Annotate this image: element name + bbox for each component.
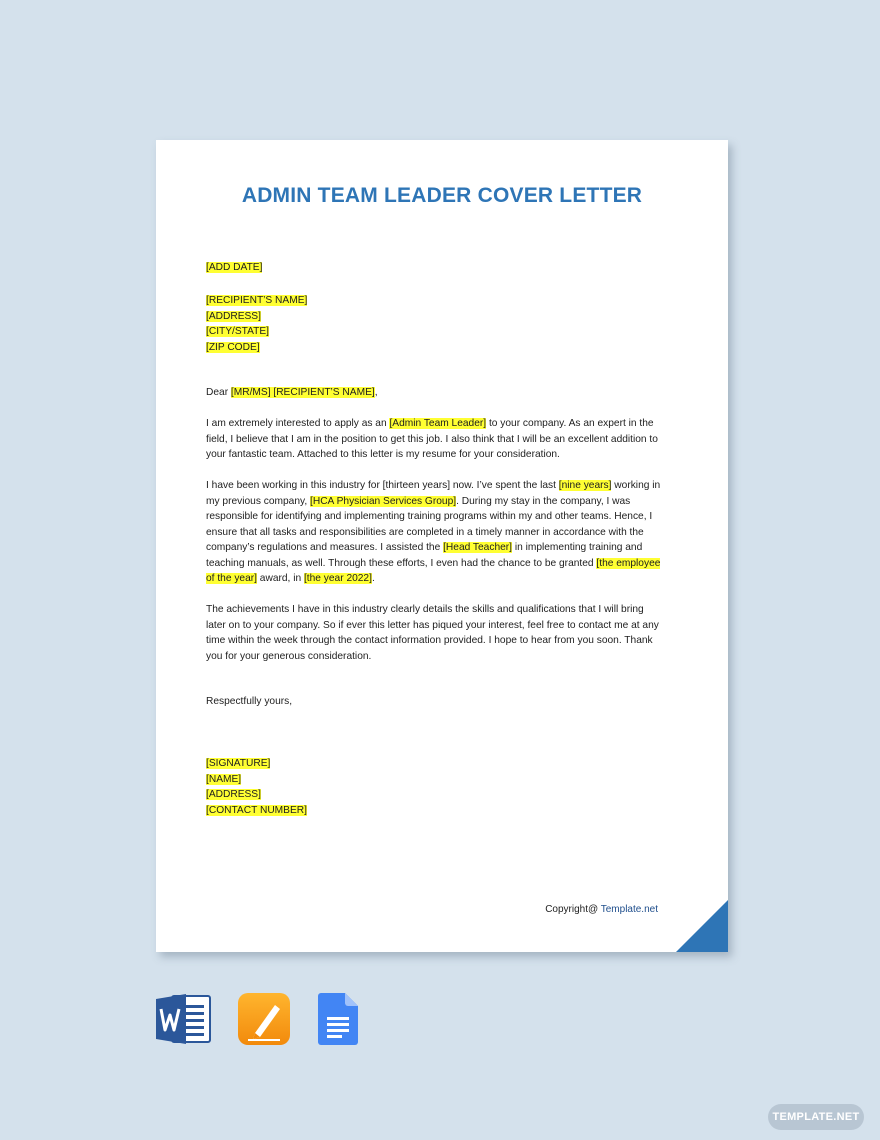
paragraph-2 [206,478,666,587]
salutation-suffix: , [374,387,378,398]
corner-triangle [676,900,728,952]
salutation [206,385,666,401]
paragraph-2-text: I have been working in this industry for [thirteen years] now. I’ve spent the last [206,480,559,491]
supervisor-placeholder: [Head Teacher] [443,542,512,553]
template-net-badge[interactable]: TEMPLATE.NET [768,1104,864,1130]
document-title: ADMIN TEAM LEADER COVER LETTER [241,184,643,207]
paragraph-3: The achievements I have in this industry clearly details the skills and qualifications that I will bring later on to your company. So if ever this letter has piqued your interest, feel free to contact me at any time within the week through the contact information provided. I hope to hear from you soon. Thank you for your generous consideration. [206,604,659,662]
closing-text: Respectfully yours, [206,696,293,707]
paragraph-1 [206,416,666,463]
company-placeholder: [HCA Physician Services Group] [310,495,457,507]
signature-block [206,756,666,818]
recipient-name-placeholder: [RECIPIENT’S NAME] [206,295,308,306]
recipient-address-placeholder: [ADDRESS] [206,310,261,322]
copyright-prefix: Copyright@ [545,904,601,915]
paragraph-2-text: in implementing training and teaching manuals, as well. Through these efforts, I even had the chance to be granted [206,542,643,569]
position-placeholder: [Admin Team Leader] [389,418,487,429]
paragraph-2-text: . During my stay in the company, I was responsible for identifying and implementing training programs within my and other teams. Hence, I ensure that all tasks and responsibilities are completed in a timely manner in accordance with the company’s regulations and measures. I assisted the [206,495,653,553]
signature-placeholder: [SIGNATURE] [206,758,271,769]
address-placeholder: [ADDRESS] [206,789,261,800]
salutation-prefix: Dear [206,387,231,398]
document-page [156,140,728,952]
date-placeholder: [ADD DATE] [206,262,263,273]
salutation-placeholder: [MR/MS] [RECIPIENT’S NAME] [230,387,375,398]
paragraph-1-text: to your company. As an expert in the field, I believe that I am in the position to get this job. I also think that I will be an excellent addition to your fantastic team. Attached to this letter is my resume for your consideration. [206,418,658,460]
award-placeholder: [the employee of the year] [206,557,661,584]
template-link[interactable]: Template.net [600,904,658,915]
paragraph-2-text: award, in [256,573,304,584]
paragraph-2-text: . [371,573,375,584]
word-icon[interactable] [156,994,212,1044]
date-field [206,260,666,276]
paragraph-2-text: working in my previous company, [206,480,661,507]
paragraph-1-text: I am extremely interested to apply as an [206,418,390,429]
pages-icon[interactable] [238,993,290,1045]
copyright-notice [545,904,658,915]
name-placeholder: [NAME] [206,773,242,785]
recipient-city-placeholder: [CITY/STATE] [206,326,270,337]
recipient-zip-placeholder: [ZIP CODE] [206,341,260,353]
years-placeholder: [nine years] [558,480,612,491]
recipient-block [206,293,666,355]
contact-number-placeholder: [CONTACT NUMBER] [206,804,307,816]
award-year-placeholder: [the year 2022] [303,573,372,584]
google-docs-icon[interactable] [318,993,358,1045]
closing [206,694,666,710]
